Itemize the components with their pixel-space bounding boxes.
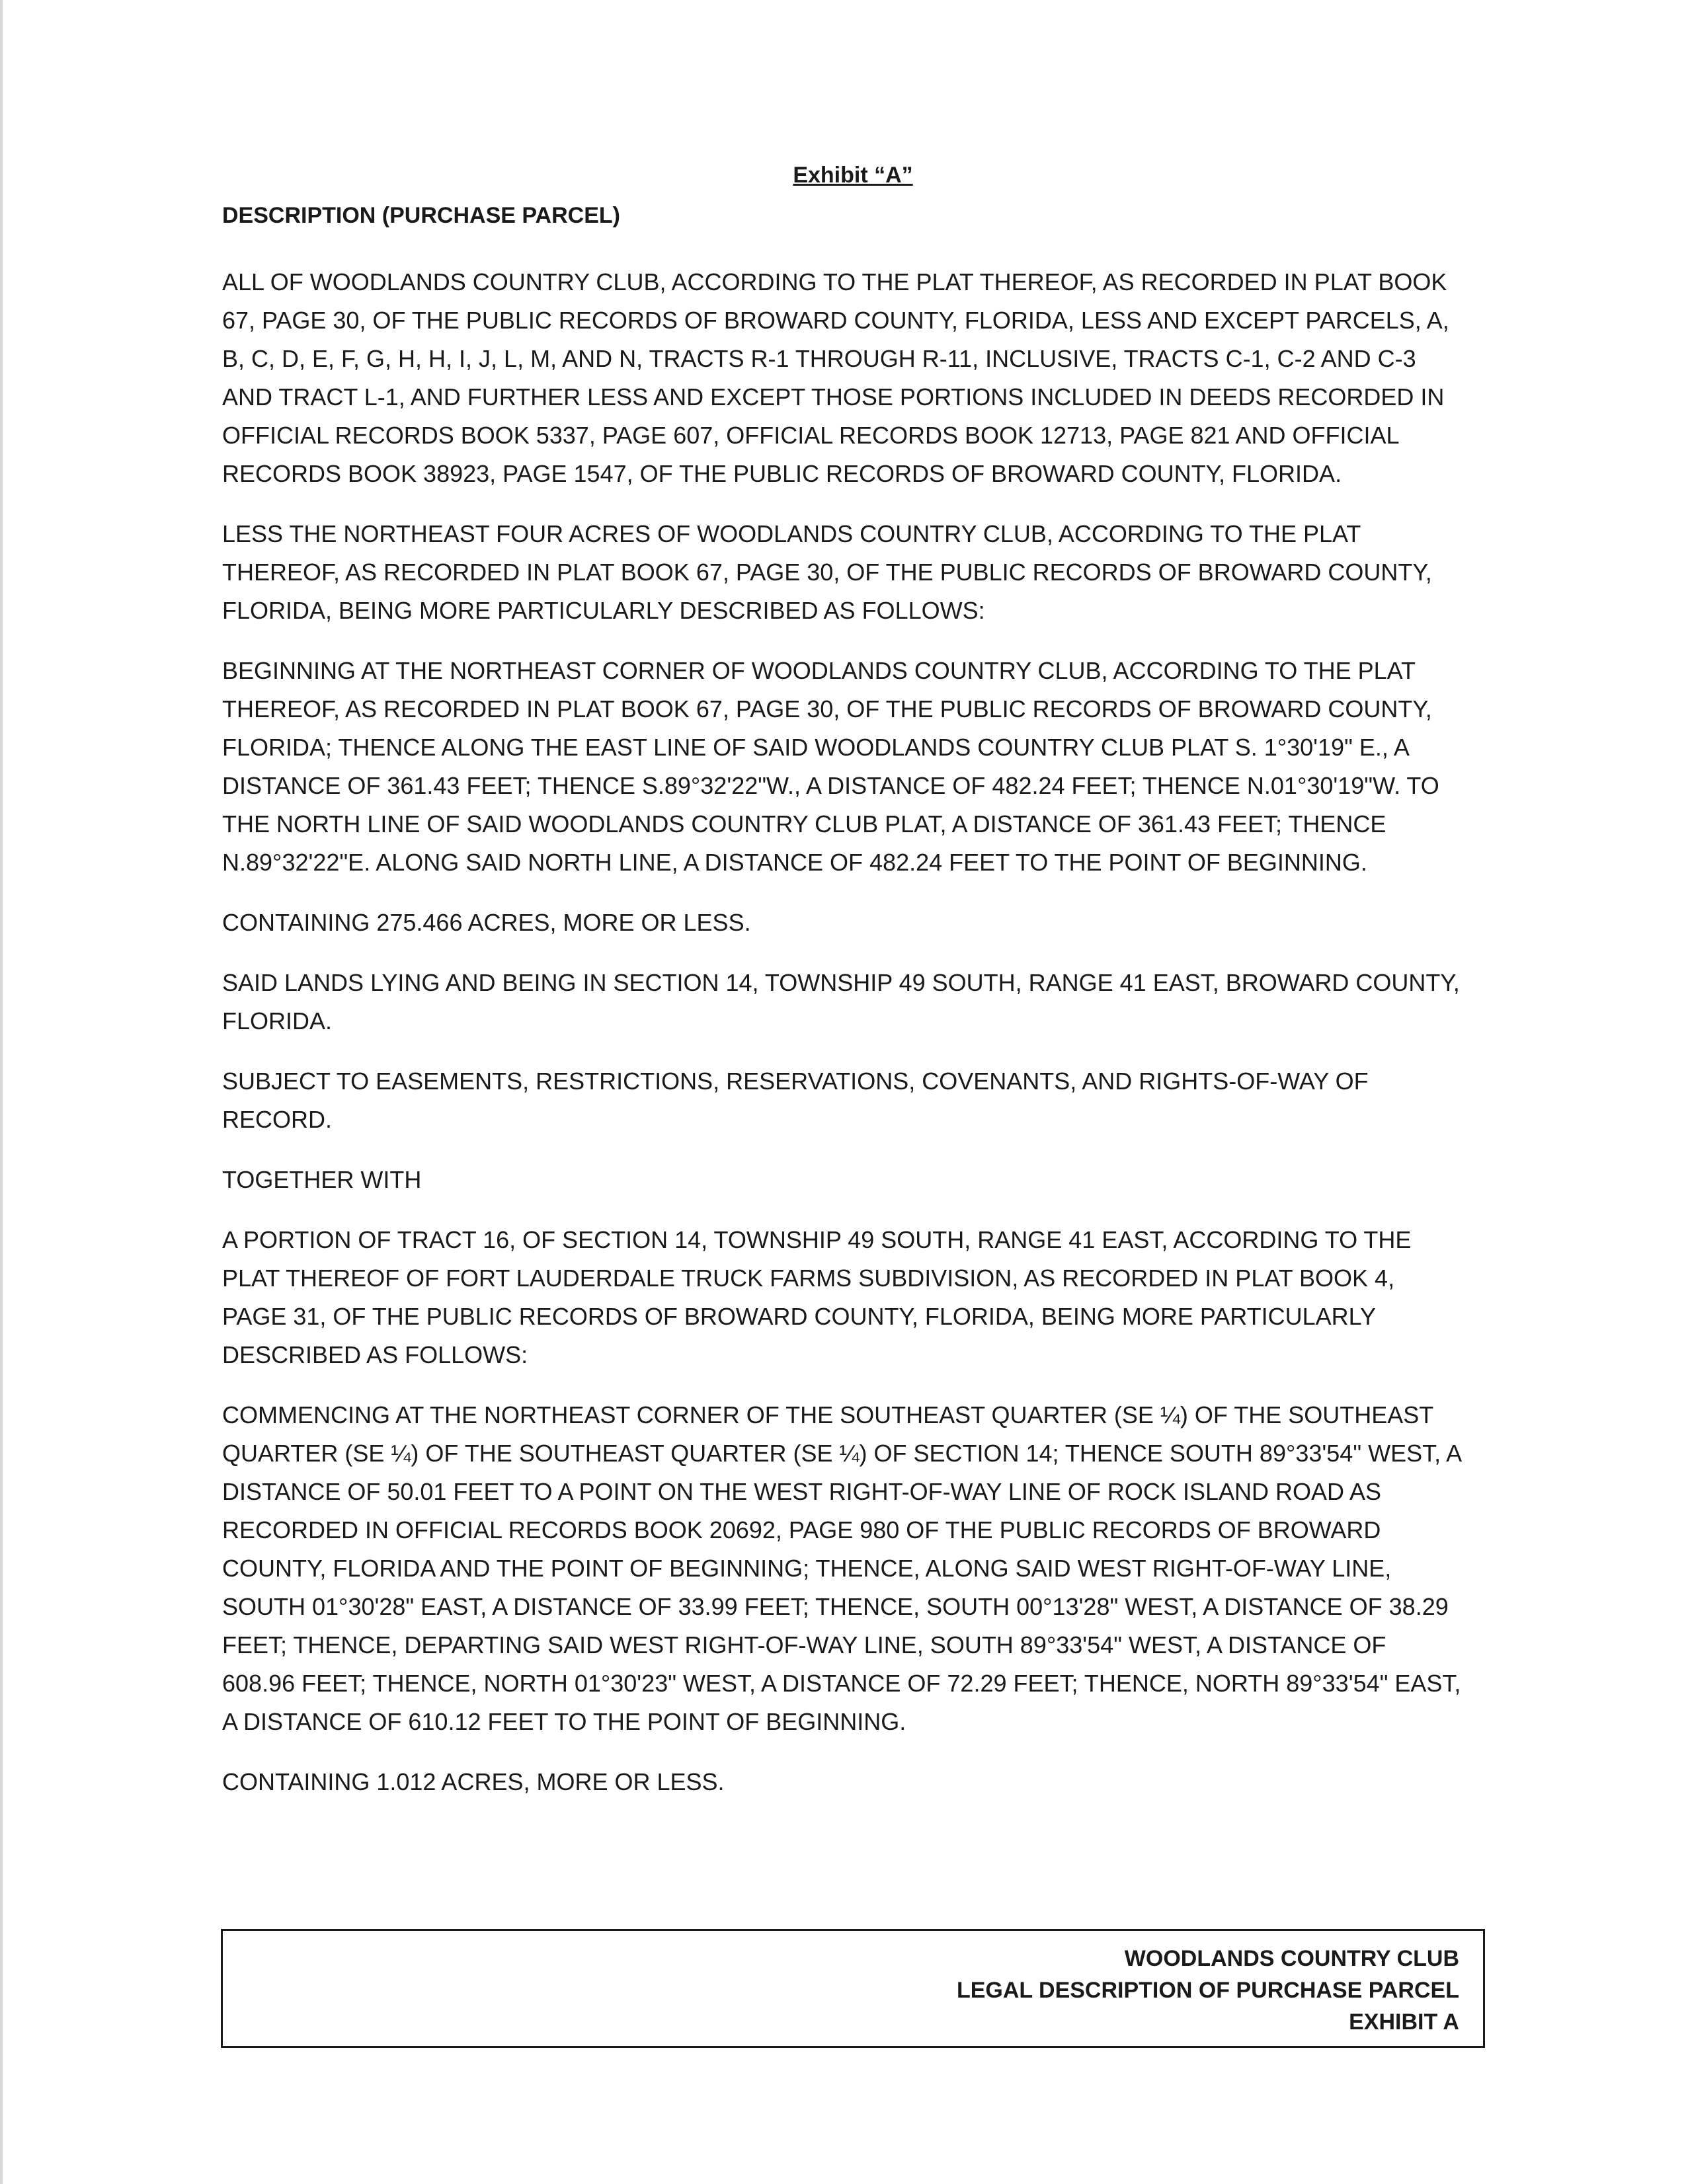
scan-edge-shadow [0,0,3,2184]
paragraph-together-with: TOGETHER WITH [222,1166,422,1193]
paragraph-commencing: COMMENCING AT THE NORTHEAST CORNER OF THE SOUTHEAST QUARTER (SE ¼) OF THE SOUTHEAST QUARTER (SE ¼) OF THE SOUTHEAST QUARTER (SE ¼) OF SECTION 14; THENCE SOUTH 89°33'54" WEST, A DISTANCE OF 50.01 FEET TO A POINT ON THE WEST RIGHT-OF-WAY LINE OF ROCK ISLAND ROAD AS RECORDED IN OFFICIAL RECORDS BOOK 20692, PAGE 980 OF THE PUBLIC RECORDS OF BROWARD COUNTY, FLORIDA AND THE POINT OF BEGINNING; THENCE, ALONG SAID WEST RIGHT-OF-WAY LINE, SOUTH 01°30'28" EAST, A DISTANCE OF 33.99 FEET; THENCE, SOUTH 00°13'28" WEST, A DISTANCE OF 38.29 FEET; THENCE, DEPARTING SAID WEST RIGHT-OF-WAY LINE, SOUTH 89°33'54" WEST, A DISTANCE OF 608.96 FEET; THENCE, NORTH 01°30'23" WEST, A DISTANCE OF 72.29 FEET; THENCE, NORTH 89°33'54" EAST, A DISTANCE OF 610.12 FEET TO THE POINT OF BEGINNING. [222,1401,1461,1735]
paragraph-containing-acres-2: CONTAINING 1.012 ACRES, MORE OR LESS. [222,1768,725,1795]
paragraph-parcel-description: ALL OF WOODLANDS COUNTRY CLUB, ACCORDING TO THE PLAT THEREOF, AS RECORDED IN PLAT BOOK 67, PAGE 30, OF THE PUBLIC RECORDS OF BROWARD COUNTY, FLORIDA, LESS AND EXCEPT PARCELS, A, B, C, D, E, F, G, H, H, I, J, L, M, AND N, TRACTS R-1 THROUGH R-11, INCLUSIVE, TRACTS C-1, C-2 AND C-3 AND TRACT L-1, AND FURTHER LESS AND EXCEPT THOSE PORTIONS INCLUDED IN DEEDS RECORDED IN OFFICIAL RECORDS BOOK 5337, PAGE 607, OFFICIAL RECORDS BOOK 12713, PAGE 821 AND OFFICIAL RECORDS BOOK 38923, PAGE 1547, OF THE PUBLIC RECORDS OF BROWARD COUNTY, FLORIDA. [222,268,1449,487]
title-block-description: LEGAL DESCRIPTION OF PURCHASE PARCEL [956,1978,1459,2003]
title-block-project: WOODLANDS COUNTRY CLUB [1124,1946,1459,1971]
paragraph-section-location: SAID LANDS LYING AND BEING IN SECTION 14, TOWNSHIP 49 SOUTH, RANGE 41 EAST, BROWARD COUNTY, FLORIDA. [222,969,1460,1034]
title-block-exhibit: EXHIBIT A [1349,2009,1459,2035]
exhibit-title: Exhibit “A” [793,163,913,188]
paragraph-beginning: BEGINNING AT THE NORTHEAST CORNER OF WOODLANDS COUNTRY CLUB, ACCORDING TO THE PLAT THEREOF, AS RECORDED IN PLAT BOOK 67, PAGE 30, OF THE PUBLIC RECORDS OF BROWARD COUNTY, FLORIDA; THENCE ALONG THE EAST LINE OF SAID WOODLANDS COUNTRY CLUB PLAT S. 1°30'19" E., A DISTANCE OF 361.43 FEET; THENCE S.89°32'22"W., A DISTANCE OF 482.24 FEET; THENCE N.01°30'19"W. TO THE NORTH LINE OF SAID WOODLANDS COUNTRY CLUB PLAT, A DISTANCE OF 361.43 FEET; THENCE N.89°32'22"E. ALONG SAID NORTH LINE, A DISTANCE OF 482.24 FEET TO THE POINT OF BEGINNING. [222,657,1439,876]
title-block [221,1929,1485,2048]
section-heading: DESCRIPTION (PURCHASE PARCEL) [222,203,620,228]
paragraph-containing-acres: CONTAINING 275.466 ACRES, MORE OR LESS. [222,909,751,936]
paragraph-subject-to: SUBJECT TO EASEMENTS, RESTRICTIONS, RESERVATIONS, COVENANTS, AND RIGHTS-OF-WAY OF RECORD. [222,1068,1369,1133]
legal-description-body [222,263,1465,1823]
paragraph-less-northeast: LESS THE NORTHEAST FOUR ACRES OF WOODLANDS COUNTRY CLUB, ACCORDING TO THE PLAT THEREOF, AS RECORDED IN PLAT BOOK 67, PAGE 30, OF THE PUBLIC RECORDS OF BROWARD COUNTY, FLORIDA, BEING MORE PARTICULARLY DESCRIBED AS FOLLOWS: [222,520,1432,624]
paragraph-tract-16: A PORTION OF TRACT 16, OF SECTION 14, TOWNSHIP 49 SOUTH, RANGE 41 EAST, ACCORDING TO THE PLAT THEREOF OF FORT LAUDERDALE TRUCK FARMS SUBDIVISION, AS RECORDED IN PLAT BOOK 4, PAGE 31, OF THE PUBLIC RECORDS OF BROWARD COUNTY, FLORIDA, BEING MORE PARTICULARLY DESCRIBED AS FOLLOWS: [222,1226,1412,1368]
